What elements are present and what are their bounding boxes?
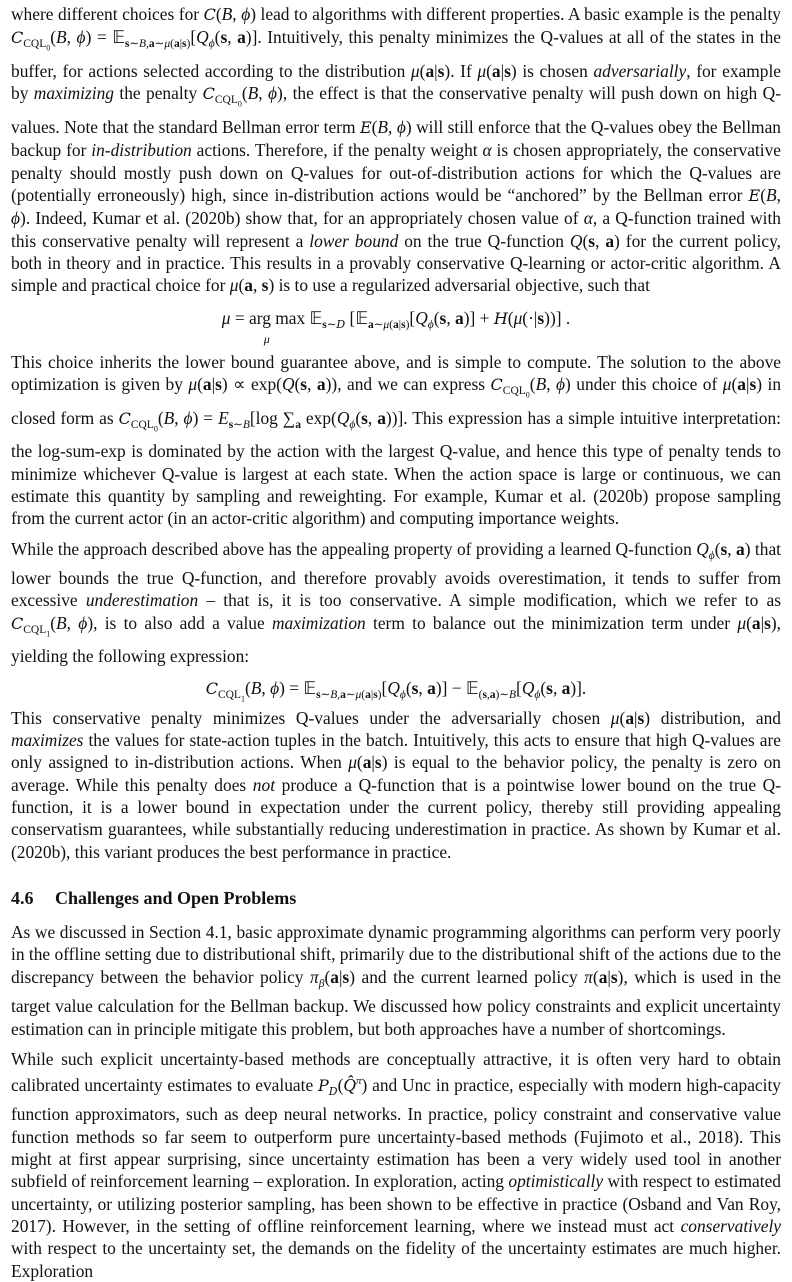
paper-page (11, 3, 781, 1282)
section-number: 4.6 (11, 888, 34, 909)
paragraph-cql-penalty: where different choices for C(B, ϕ) lead to algorithms with different properties. A basic example is the penalty $C_{CQL_0}(B$, $\phi) = 𝔼_{s\sim B,a\sim\mu(a|s)}[Q_\phi(s$, a)]. Intuitively, this penalty minimizes the Q-values at all of the states in the buffer, for actions selected according to the distribution μ(a|s). If μ(a|s) is chosen adversarially, for example by maximizing the penalty $C_{CQL_0}(B$, ϕ), the effect is that the conservative penalty will push down on high Q-values. Note that the standard Bellman error term E(B, ϕ) will still enforce that the Q-values obey the Bellman backup for in-distribution actions. Therefore, if the penalty weight α is chosen appropriately, the conservative penalty should mostly push down on Q-values for out-of-distribution actions for which the Q-values are (potentially erroneously) high, since in-distribution actions would be “anchored” by the Bellman error E(B, ϕ). Indeed, Kumar et al. (2020b) show that, for an appropriately chosen value of α, a Q-function trained with this conservative penalty will represent a lower bound on the true Q-function Q(s, a) for the current policy, both in theory and in practice. This results in a provably conservative Q-learning or actor-critic algorithm. A simple and practical choice for μ(a, s) is to use a regularized adversarial objective, such that (11, 4, 782, 296)
paragraph-distributional-shift: As we discussed in Section 4.1, basic approximate dynamic programming algorithms can perform very poorly in the offline setting due to distributional shift, primarily due to the distributional shift of the actions due to the discrepancy between the behavior policy $\pi_\beta(a|s)$ and the current learned policy π(a|s), which is used in the target value calculation for the Bellman backup. We discussed how policy constraints and explicit uncertainty estimation can in principle mitigate this problem, but both approaches have a number of shortcomings. (11, 922, 781, 1039)
section-heading (11, 887, 781, 909)
equation-mu-argmax: μ = arg max μ 𝔼$_{s\sim D}$ [$𝔼_{a\sim\mu(a|s)}[Q_\phi(s$, a)] + H(μ(·|s))] . (221, 307, 571, 346)
paragraph-uncertainty-methods: While such explicit uncertainty-based methods are conceptually attractive, it is often very hard to obtain calibrated uncertainty estimates to evaluate $P_D(Q̂^\pi)$ and Unc in practice, especially with modern high-capacity function approximators, such as deep neural networks. In practice, policy constraint and conservative value function methods so far seem to outperform pure uncertainty-based methods (Fujimoto et al., 2018). This might at first appear surprising, since uncertainty estimation has been a very widely used tool in another subfield of reinforcement learning – exploration. In exploration, acting optimistically with respect to estimated uncertainty, or utilizing posterior sampling, has been shown to be effective in practice (Osband and Van Roy, 2017). However, in the setting of offline reinforcement learning, where we instead must act conservatively with respect to the uncertainty set, the demands on the fidelity of the uncertainty estimates are much higher. Exploration (11, 1048, 781, 1281)
paragraph-lower-bound: This choice inherits the lower bound guarantee above, and is simple to compute. The solution to the above optimization is given by μ(a|s) ∝ exp(Q(s, a)), and we can express $C_{CQL_0}(B$, ϕ) under this choice of μ(a|s) in closed form as $C_{CQL_0}(B$, $\phi) = E_{s\sim B}[\log$ $\sum_a$ $\exp(Q_\phi(s$, a))]. This expression has a simple intuitive interpretation: the log-sum-exp is dominated by the action with the largest Q-value, and hence this type of penalty tends to minimize whichever Q-value is largest at each state. When the action space is large or continuous, we can estimate this quantity by sampling and reweighting. For example, Kumar et al. (2020b) propose sampling from the current actor (in an actor-critic algorithm) and computing importance weights. (11, 351, 782, 529)
paragraph-conservative-penalty: This conservative penalty minimizes Q-values under the adversarially chosen μ(a|s) distribution, and maximizes the values for state-action tuples in the batch. Intuitively, this acts to ensure that high Q-values are only assigned to in-distribution actions. When μ(a|s) is equal to the behavior policy, the penalty is zero on average. While this penalty does not produce a Q-function that is a pointwise lower bound on the true Q-function, it is a lower bound in expectation under the current policy, thereby still providing appealing conservatism guarantees, while substantially reducing underestimation in practice. As shown by Kumar et al. (2020b), this variant produces the best performance in practice. (11, 707, 782, 862)
section-title: Challenges and Open Problems (55, 888, 297, 909)
paragraph-cql1-modification: While the approach described above has the appealing property of providing a learned Q-function $Q_\phi(s$, a) that lower bounds the true Q-function, and therefore provably avoids overestimation, it tends to suffer from excessive underestimation – that is, it is too conservative. A simple modification, which we refer to as $C_{CQL_1}(B$, ϕ), is to also add a value maximization term to balance out the minimization term under μ(a|s), yielding the following expression: (11, 538, 781, 667)
equation-cql1: $C_{CQL_1}(B$, $\phi) = 𝔼_{s\sim B,a\sim\mu(a|s)}[Q_\phi(s$, $a)] - 𝔼_{(s,a)\sim B}[Q_\phi(s$, a)]. (205, 677, 587, 704)
